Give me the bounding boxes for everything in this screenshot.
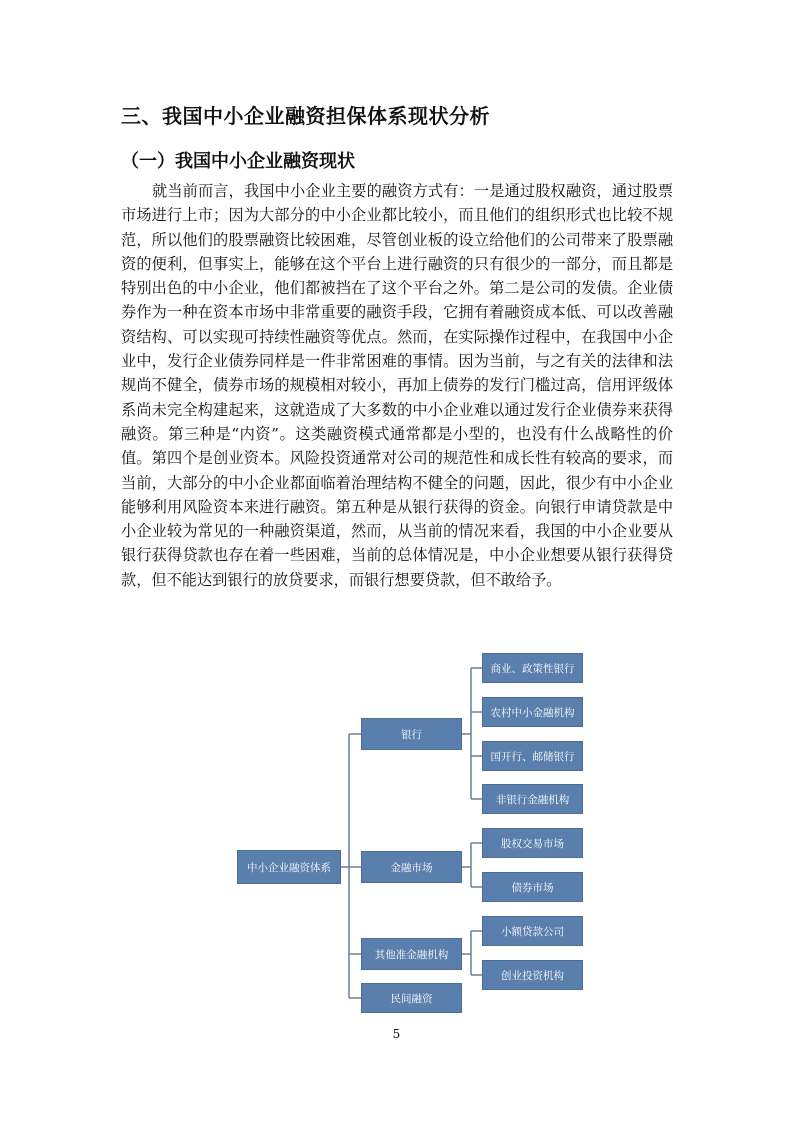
diagram-node-bank: 银行 <box>361 718 462 750</box>
diagram-node-bank-child: 农村中小金融机构 <box>482 697 583 727</box>
diagram-node-private-financing: 民间融资 <box>361 983 462 1013</box>
diagram-node-other-child: 小额贷款公司 <box>482 916 583 946</box>
page-number: 5 <box>392 1027 401 1041</box>
diagram-node-market-child: 债券市场 <box>482 872 583 902</box>
diagram-node-bank-child: 非银行金融机构 <box>482 784 583 814</box>
diagram-node-bank-child: 国开行、邮储银行 <box>482 741 583 771</box>
diagram-node-bank-child: 商业、政策性银行 <box>482 653 583 683</box>
subsection-heading: （一）我国中小企业融资现状 <box>121 151 355 172</box>
diagram-node-financial-market: 金融市场 <box>361 851 462 883</box>
diagram-node-other-institutions: 其他准金融机构 <box>361 938 462 970</box>
diagram-node-market-child: 股权交易市场 <box>482 828 583 858</box>
diagram-node-other-child: 创业投资机构 <box>482 960 583 990</box>
body-paragraph: 就当前而言，我国中小企业主要的融资方式有：一是通过股权融资，通过股票市场进行上市；因为大部分的中小企业都比较小，而且他们的组织形式也比较不规范，所以他们的股票融资比较困难，尽管创业板的设立给他们的公司带来了股票融资的便利，但事实上，能够在这个平台上进行融资的只有很少的一部分，而且都是特别出色的中小企业，他们都被挡在了这个平台之外。第二是公司的发债。企业债券作为一种在资本市场中非常重要的融资手段，它拥有着融资成本低、可以改善融资结构、可以实现可持续性融资等优点。然而，在实际操作过程中，在我国中小企业中，发行企业债券同样是一件非常困难的事情。因为当前，与之有关的法律和法规尚不健全，债券市场的规模相对较小，再加上债券的发行门槛过高，信用评级体系尚未完全构建起来，这就造成了大多数的中小企业难以通过发行企业债券来获得融资。第三种是“内资”。这类融资模式通常都是小型的，也没有什么战略性的价值。第四个是创业资本。风险投资通常对公司的规范性和成长性有较高的要求，而当前，大部分的中小企业都面临着治理结构不健全的问题，因此，很少有中小企业能够利用风险资本来进行融资。第五种是从银行获得的资金。向银行申请贷款是中小企业较为常见的一种融资渠道，然而，从当前的情况来看，我国的中小企业要从银行获得贷款也存在着一些困难，当前的总体情况是，中小企业想要从银行获得贷款，但不能达到银行的放贷要求，而银行想要贷款，但不敢给予。 <box>121 182 673 589</box>
section-heading: 三、我国中小企业融资担保体系现状分析 <box>121 104 490 128</box>
diagram-root-node: 中小企业融资体系 <box>237 850 341 884</box>
